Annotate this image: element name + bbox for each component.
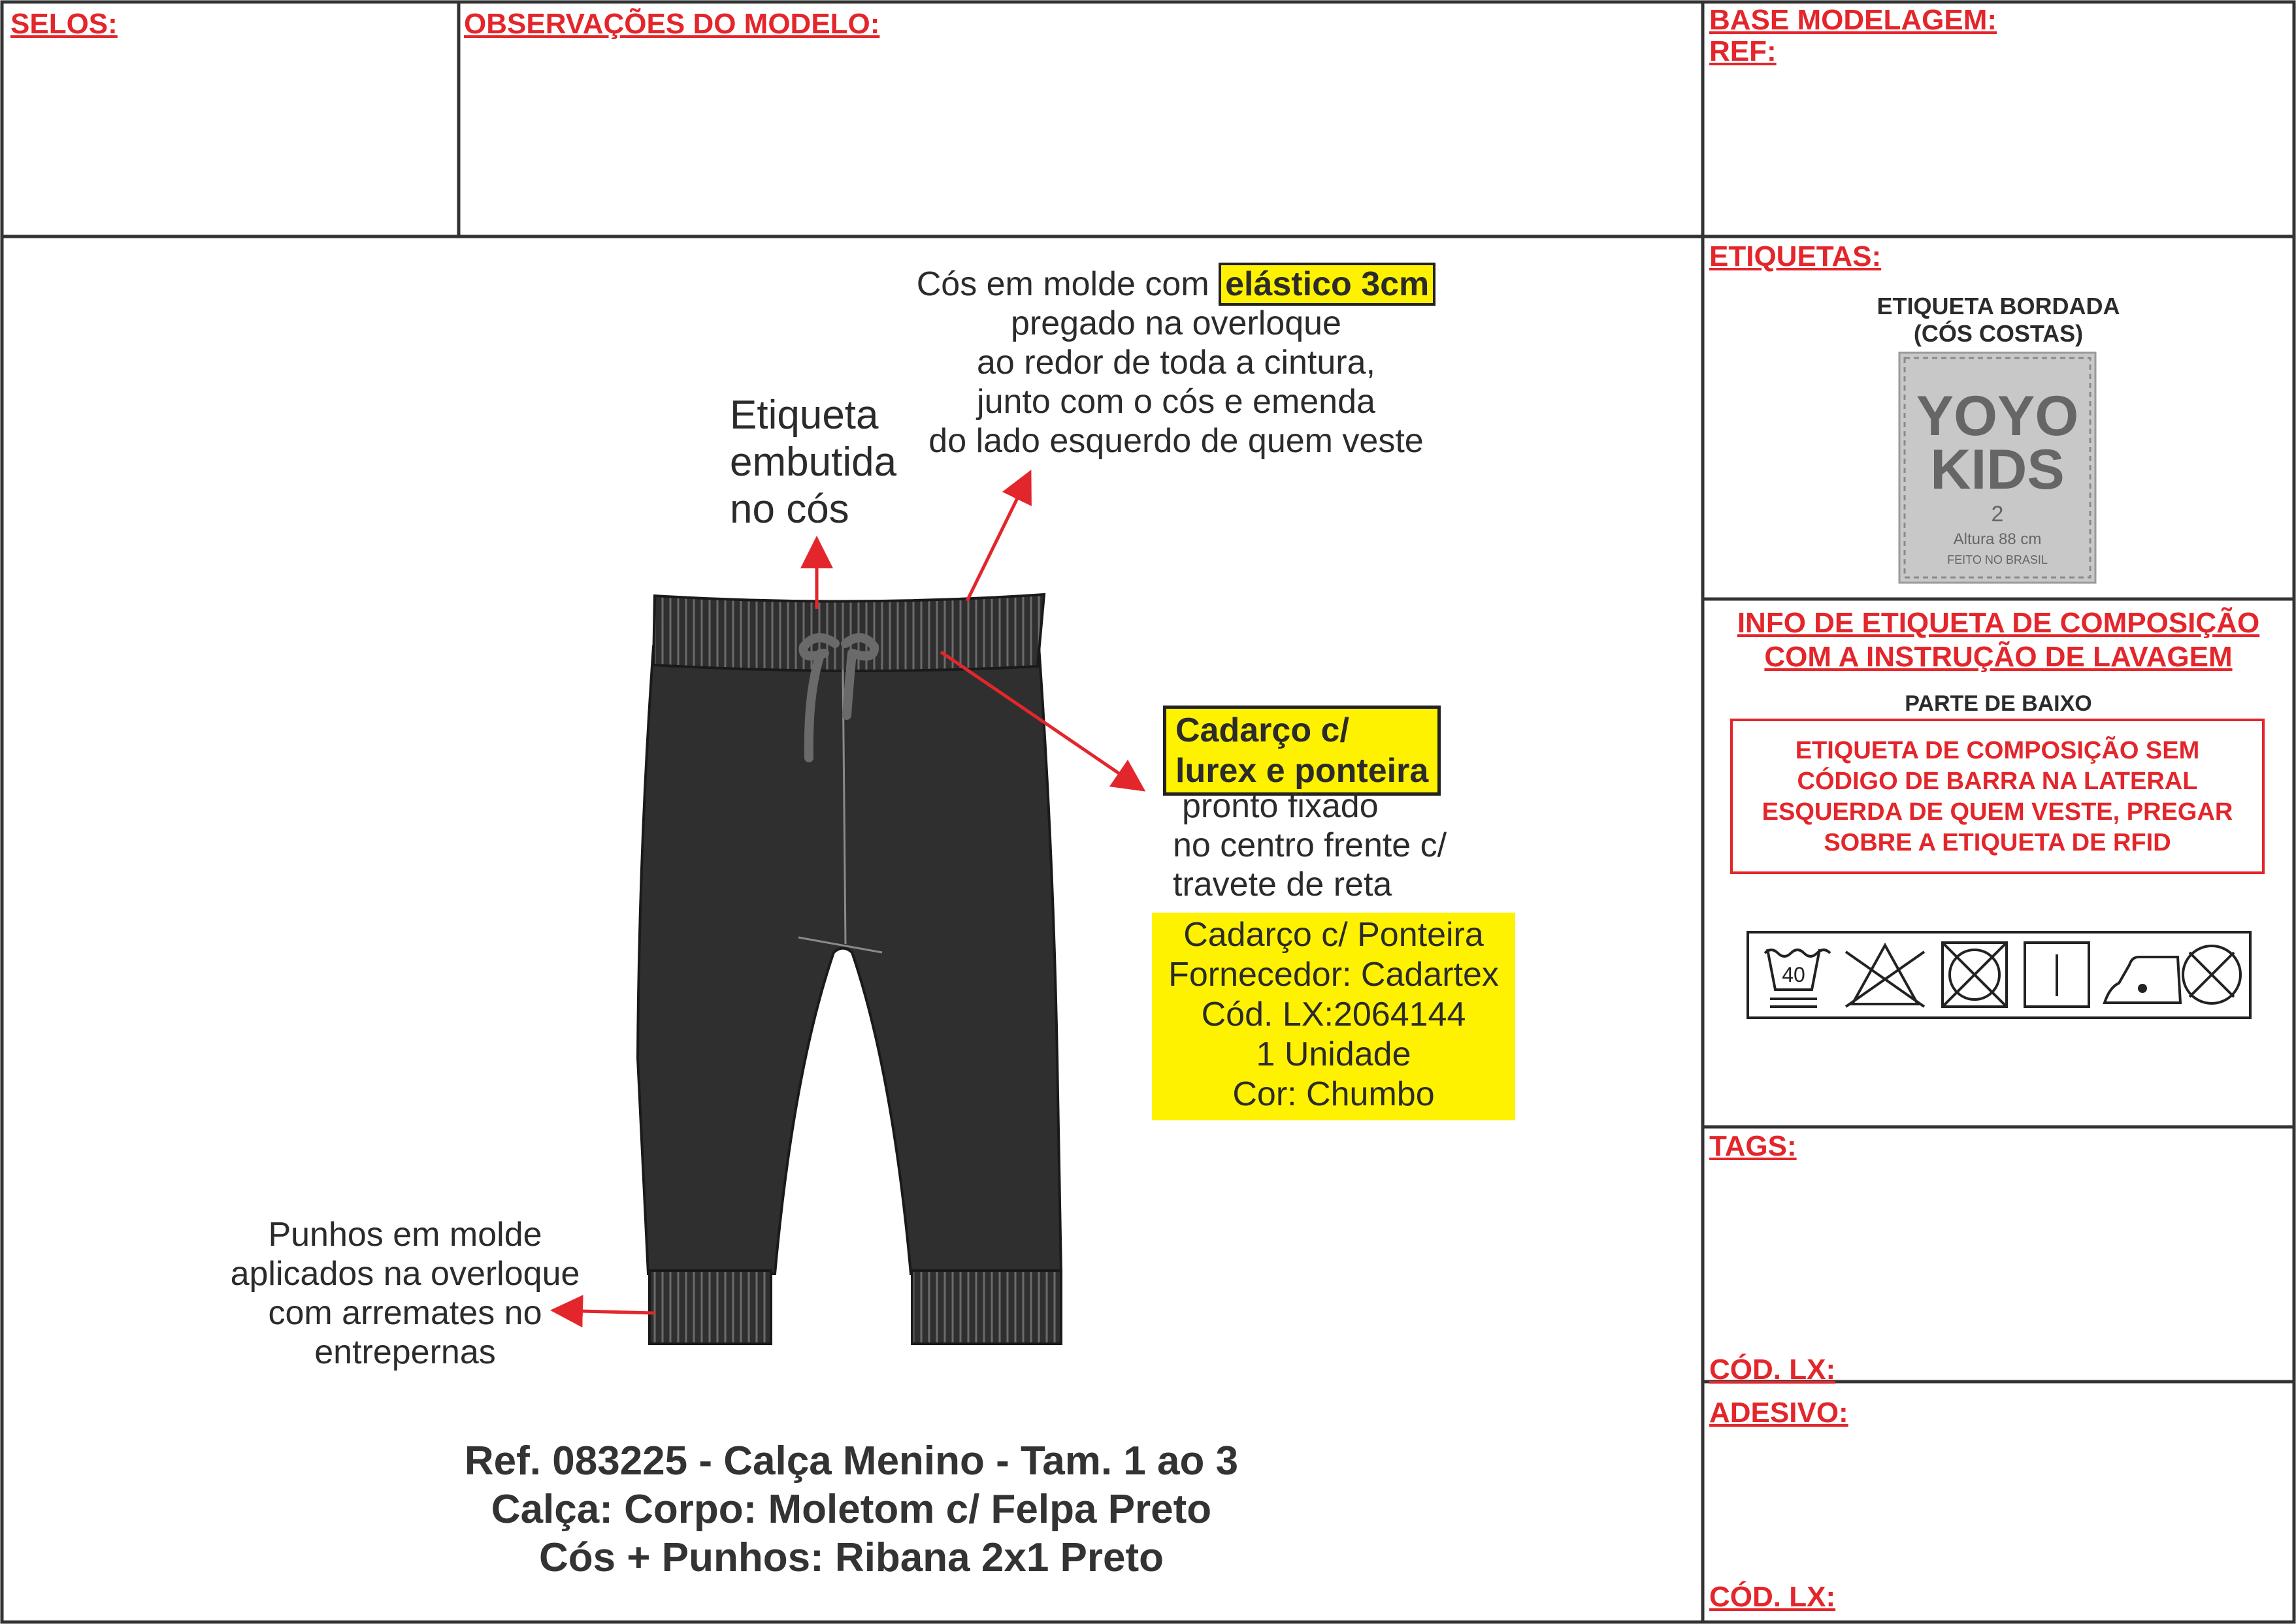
drawcord-callout-line1: pronto fixado bbox=[1182, 787, 1379, 825]
embroidered-label bbox=[1898, 351, 2097, 584]
drawcord-highlight-box bbox=[1163, 706, 1441, 796]
drawcord-highlight-line1: Cadarço c/ bbox=[1175, 711, 1349, 749]
waistband-callout-line5: do lado esquerdo de quem veste bbox=[928, 422, 1424, 460]
supplier-line5: Cor: Chumbo bbox=[1232, 1075, 1435, 1113]
waistband-callout-line2: pregado na overloque bbox=[1011, 304, 1341, 342]
tag-callout-line2: embutida bbox=[730, 440, 897, 485]
cuffs-callout-line2: aplicados na overloque bbox=[230, 1255, 580, 1293]
cuffs-callout-line1: Punhos em molde bbox=[268, 1216, 542, 1254]
base-modelagem-header: BASE MODELAGEM: bbox=[1709, 4, 1997, 36]
info-composicao-header bbox=[1703, 606, 2294, 674]
label-title-line2: (CÓS COSTAS) bbox=[1913, 320, 2084, 347]
composition-part: PARTE DE BAIXO bbox=[1905, 691, 2092, 716]
wash-40-icon bbox=[1765, 949, 1830, 1007]
do-not-tumble-dry-icon bbox=[1943, 943, 2007, 1007]
left-cuff bbox=[649, 1271, 771, 1344]
selos-header: SELOS: bbox=[10, 8, 118, 40]
supplier-line3: Cód. LX:2064144 bbox=[1201, 996, 1466, 1033]
composition-instruction-line1: ETIQUETA DE COMPOSIÇÃO SEM bbox=[1795, 737, 2200, 764]
supplier-box bbox=[1152, 913, 1515, 1120]
label-brand-line1: YOYO bbox=[1916, 385, 2079, 447]
product-line3: Cós + Punhos: Ribana 2x1 Preto bbox=[538, 1535, 1164, 1580]
composition-instruction-line3: ESQUERDA DE QUEM VESTE, PREGAR bbox=[1762, 798, 2233, 826]
cod-lx-header-1: CÓD. LX: bbox=[1709, 1354, 1836, 1386]
info-composicao-line2: COM A INSTRUÇÃO DE LAVAGEM bbox=[1764, 641, 2233, 673]
tag-callout bbox=[730, 392, 896, 533]
do-not-bleach-icon bbox=[1846, 945, 1924, 1007]
drawcord-callout bbox=[1173, 787, 1447, 904]
cuffs-callout-line4: entrepernas bbox=[314, 1333, 496, 1371]
care-symbols bbox=[1747, 931, 2252, 1019]
tag-callout-line1: Etiqueta bbox=[730, 393, 879, 438]
drawcord-highlight-line2: lurex e ponteira bbox=[1175, 752, 1429, 790]
waistband-prefix: Cós em molde com bbox=[916, 265, 1209, 303]
waistband-callout-line3: ao redor de toda a cintura, bbox=[977, 344, 1375, 382]
right-cuff bbox=[912, 1271, 1061, 1344]
composition-instruction-line4: SOBRE A ETIQUETA DE RFID bbox=[1824, 829, 2171, 856]
label-height: Altura 88 cm bbox=[1953, 530, 2042, 548]
label-title-line1: ETIQUETA BORDADA bbox=[1877, 293, 2120, 319]
product-line2: Calça: Corpo: Moletom c/ Felpa Preto bbox=[491, 1487, 1212, 1532]
drawcord-callout-line2: no centro frente c/ bbox=[1173, 826, 1447, 864]
adesivo-header: ADESIVO: bbox=[1709, 1397, 1848, 1429]
iron-low-icon bbox=[2105, 957, 2180, 1003]
waistband-arrow bbox=[967, 476, 1028, 601]
supplier-line1: Cadarço c/ Ponteira bbox=[1183, 916, 1484, 954]
cuffs-callout-line3: com arremates no bbox=[268, 1294, 542, 1332]
etiquetas-header: ETIQUETAS: bbox=[1709, 240, 1882, 272]
label-title bbox=[1703, 293, 2294, 348]
supplier-line2: Fornecedor: Cadartex bbox=[1168, 956, 1499, 994]
composition-instruction-line2: CÓDIGO DE BARRA NA LATERAL bbox=[1797, 768, 2198, 795]
product-description bbox=[0, 1437, 1703, 1582]
cuffs-callout bbox=[209, 1215, 601, 1372]
line-dry-icon bbox=[2025, 943, 2089, 1007]
label-made-in: FEITO NO BRASIL bbox=[1947, 553, 2048, 566]
supplier-line4: 1 Unidade bbox=[1256, 1035, 1411, 1073]
waistband-callout-line1 bbox=[849, 265, 1503, 304]
observacoes-header: OBSERVAÇÕES DO MODELO: bbox=[464, 8, 880, 40]
waistband-callout bbox=[849, 265, 1503, 461]
pants-body bbox=[638, 647, 1061, 1274]
ref-header: REF: bbox=[1709, 35, 1777, 67]
tags-header: TAGS: bbox=[1709, 1130, 1797, 1162]
cod-lx-header-2: CÓD. LX: bbox=[1709, 1581, 1836, 1613]
waistband-callout-line4: junto com o cós e emenda bbox=[977, 383, 1375, 421]
info-composicao-line1: INFO DE ETIQUETA DE COMPOSIÇÃO bbox=[1737, 607, 2260, 639]
do-not-dry-clean-icon bbox=[2183, 946, 2240, 1003]
label-brand-line2: KIDS bbox=[1930, 438, 2065, 501]
waistband-highlight: elástico 3cm bbox=[1219, 263, 1435, 306]
composition-instruction-box bbox=[1730, 719, 2265, 874]
drawcord-callout-line3: travete de reta bbox=[1173, 866, 1392, 903]
product-line1: Ref. 083225 - Calça Menino - Tam. 1 ao 3 bbox=[464, 1438, 1239, 1484]
tag-callout-line3: no cós bbox=[730, 487, 849, 532]
label-size: 2 bbox=[1991, 502, 2004, 527]
wash-temp: 40 bbox=[1782, 963, 1805, 986]
